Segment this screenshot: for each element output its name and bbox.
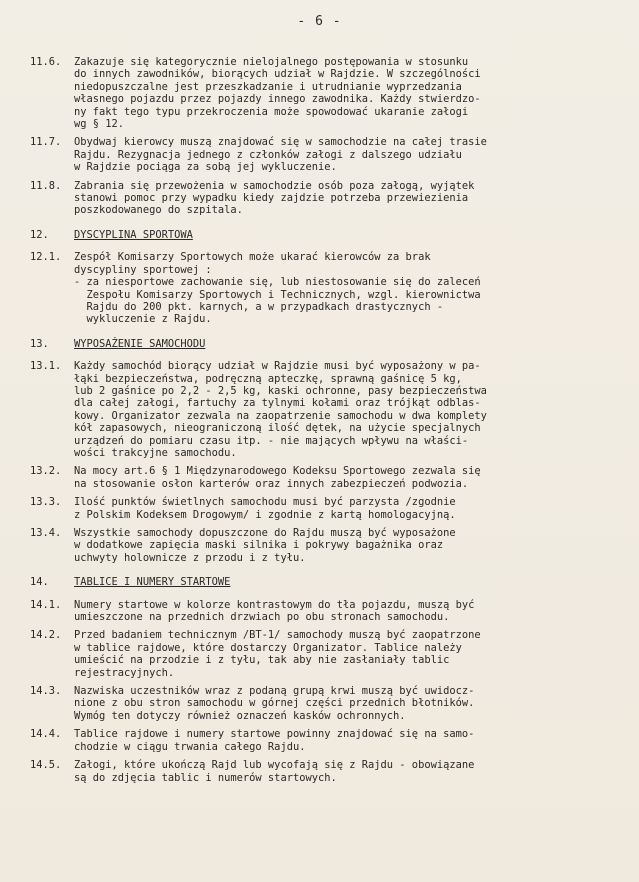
text-line: Zakazuje się kategorycznie nielojalnego postępowania w stosunku	[74, 56, 469, 68]
document-body	[30, 56, 620, 790]
paragraph-item	[30, 251, 620, 325]
text-line: z Polskim Kodeksem Drogowym/ i zgodnie z kartą homologacyjną.	[74, 508, 456, 521]
text-line: Wymóg ten dotyczy również oznaczeń kasków ochronnych.	[74, 709, 406, 722]
item-text	[74, 56, 620, 130]
item-text	[74, 759, 620, 784]
paragraph-item	[30, 180, 620, 217]
text-line: Zespołu Komisarzy Sportowych i Technicznych, wzgl. kierownictwa	[74, 288, 481, 301]
item-number: 11.6.	[30, 56, 62, 68]
text-line: na stosowanie osłon karterów oraz innych zabezpieczeń podwozia.	[74, 477, 469, 490]
text-line: Ilość punktów świetlnych samochodu musi być parzysta /zgodnie	[74, 496, 456, 509]
text-line: wości trakcyjne samochodu.	[74, 446, 237, 459]
paragraph-item	[30, 685, 620, 722]
page-number: - 6 -	[297, 14, 342, 29]
section-heading	[30, 338, 620, 350]
item-number: 13.3.	[30, 496, 62, 509]
text-line: nione z obu stron samochodu w górnej części przednich błotników.	[74, 697, 475, 710]
text-line: kowy. Organizator zezwala na zaopatrzenie samochodu w dwa komplety	[74, 409, 487, 422]
item-number: 11.7.	[30, 136, 62, 149]
paragraph-item	[30, 56, 620, 130]
text-line: stanowi pomoc przy wypadku kiedy zajdzie potrzeba przewiezienia	[74, 192, 469, 205]
text-line: Wszystkie samochody dopuszczone do Rajdu muszą być wyposażone	[74, 527, 456, 539]
text-line: poszkodowanego do szpitala.	[74, 204, 243, 217]
item-text	[74, 360, 620, 459]
item-text	[74, 599, 620, 624]
section-title: DYSCYPLINA SPORTOWA	[74, 228, 193, 241]
item-number: 14.3.	[30, 685, 62, 698]
section-heading	[30, 229, 620, 241]
section-title: TABLICE I NUMERY STARTOWE	[74, 576, 231, 589]
text-line: Tablice rajdowe i numery startowe powinny znajdować się na samo-	[74, 728, 475, 741]
item-number: 12.1.	[30, 251, 62, 264]
item-number: 14.1.	[30, 598, 62, 611]
section-number: 12.	[30, 228, 49, 241]
item-text	[74, 629, 620, 679]
text-line: rejestracyjnych.	[74, 666, 175, 679]
item-text	[74, 251, 620, 325]
text-line: Numery startowe w kolorze kontrastowym do tła pojazdu, muszą być	[74, 598, 475, 611]
item-text	[74, 180, 620, 217]
paragraph-item	[30, 759, 620, 784]
text-line: umieścić na przodzie i z tyłu, tak aby nie zasłaniały tablic	[74, 654, 450, 667]
text-line: Przed badaniem technicznym /BT-1/ samochody muszą być zaopatrzone	[74, 629, 481, 642]
text-line: Każdy samochód biorący udział w Rajdzie musi być wyposażony w pa-	[74, 360, 481, 373]
text-line: kół zapasowych, nieograniczoną ilość dętek, na użycie specjalnych	[74, 422, 481, 435]
item-number: 13.4.	[30, 527, 62, 539]
paragraph-item	[30, 465, 620, 490]
text-line: Rajdu do 200 pkt. karnych, a w przypadkach drastycznych -	[74, 300, 444, 313]
text-line: chodzie w ciągu trwania całego Rajdu.	[74, 740, 306, 753]
item-text	[74, 465, 620, 490]
item-number: 13.1.	[30, 360, 62, 373]
item-text	[74, 136, 620, 173]
paragraph-item	[30, 527, 620, 564]
text-line: w tablice rajdowe, które dostarczy Organizator. Tablice należy	[74, 641, 462, 654]
text-line: uchwyty holownicze z przodu i z tyłu.	[74, 551, 306, 564]
item-text	[74, 496, 620, 521]
text-line: lub 2 gaśnice po 2,2 - 2,5 kg, kaski ochronne, pasy bezpieczeństwa	[74, 384, 487, 397]
text-line: niedopuszczalne jest przeszkadzanie i utrudnianie wyprzedzania	[74, 80, 462, 93]
text-line: dyscypliny sportowej :	[74, 263, 212, 276]
text-line: własnego pojazdu przez pojazdy innego zawodnika. Każdy stwierdzo-	[74, 93, 481, 106]
text-line: dla całej załogi, fartuchy za tylnymi kołami oraz trójkąt odblas-	[74, 397, 481, 410]
section-heading	[30, 576, 620, 588]
text-line: są do zdjęcia tablic i numerów startowych.	[74, 771, 337, 784]
item-number: 11.8.	[30, 179, 62, 192]
item-number: 13.2.	[30, 465, 62, 478]
item-text	[74, 527, 620, 564]
paragraph-item	[30, 360, 620, 459]
item-number: 14.5.	[30, 759, 62, 772]
text-line: Obydwaj kierowcy muszą znajdować się w samochodzie na całej trasie	[74, 136, 487, 149]
item-number: 14.2.	[30, 629, 62, 642]
section-number: 14.	[30, 576, 49, 589]
text-line: Na mocy art.6 § 1 Międzynarodowego Kodeksu Sportowego zezwala się	[74, 465, 481, 478]
item-text	[74, 728, 620, 753]
text-line: Rajdu. Rezygnacja jednego z członków załogi z dalszego udziału	[74, 148, 462, 161]
text-line: do innych zawodników, biorących udział w Rajdzie. W szczególności	[74, 68, 481, 81]
paragraph-item	[30, 728, 620, 753]
text-line: łąki bezpieczeństwa, podręczną apteczkę, sprawną gaśnicę 5 kg,	[74, 372, 462, 385]
section-title: WYPOSAŻENIE SAMOCHODU	[74, 337, 206, 350]
text-line: Zabrania się przewożenia w samochodzie osób poza załogą, wyjątek	[74, 179, 475, 192]
text-line: wykluczenie z Rajdu.	[74, 313, 212, 326]
item-number: 14.4.	[30, 728, 62, 741]
text-line: ny fakt tego typu przekroczenia może spowodować ukaranie załogi	[74, 105, 469, 118]
text-line: - za niesportowe zachowanie się, lub niestosowanie się do zaleceń	[74, 276, 481, 289]
text-line: urządzeń do pomiaru czasu itp. - nie mających wpływu na właści-	[74, 434, 469, 447]
text-line: Załogi, które ukończą Rajd lub wycofają się z Rajdu - obowiązane	[74, 759, 475, 772]
paragraph-item	[30, 629, 620, 679]
text-line: w dodatkowe zapięcia maski silnika i pokrywy bagażnika oraz	[74, 539, 444, 552]
text-line: w Rajdzie pociąga za sobą jej wykluczenie.	[74, 161, 337, 174]
paragraph-item	[30, 599, 620, 624]
section-number: 13.	[30, 337, 49, 350]
text-line: wg § 12.	[74, 118, 125, 131]
item-text	[74, 685, 620, 722]
paragraph-item	[30, 136, 620, 173]
text-line: umieszczone na przednich drzwiach po obu stronach samochodu.	[74, 611, 450, 624]
text-line: Nazwiska uczestników wraz z podaną grupą krwi muszą być uwidocz-	[74, 685, 475, 698]
paragraph-item	[30, 496, 620, 521]
text-line: Zespół Komisarzy Sportowych może ukarać kierowców za brak	[74, 251, 431, 264]
